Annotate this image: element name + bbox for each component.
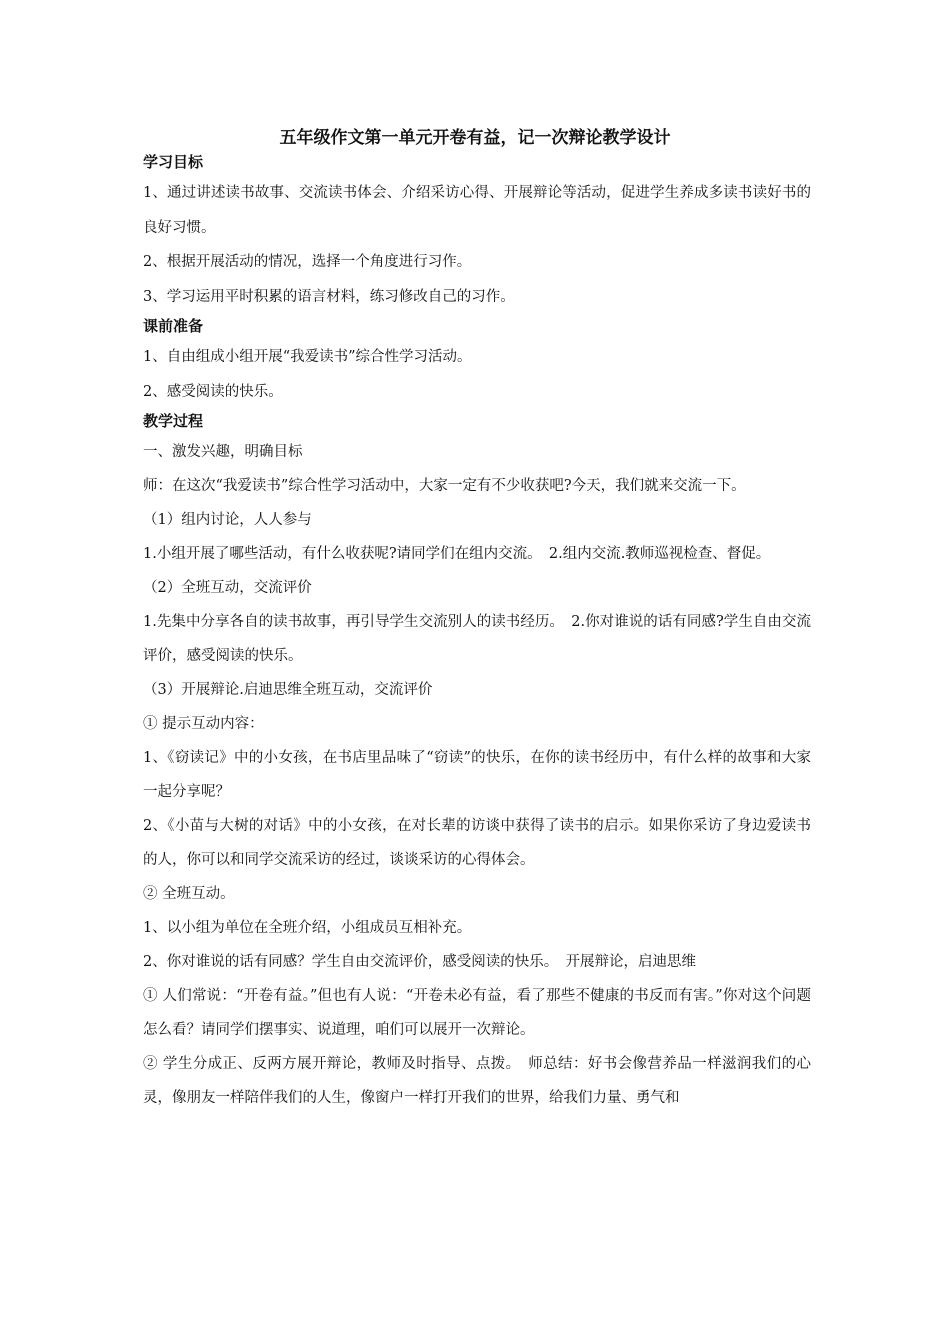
- section-preparation: [143, 314, 811, 409]
- paragraph: 2、感受阅读的快乐。: [143, 383, 283, 400]
- paragraph: 1、《窃读记》中的小女孩，在书店里品味了“窃读”的快乐，在你的读书经历中，有什么样的故事和大家一起分享呢？: [143, 750, 811, 800]
- document-title: 五年级作文第一单元开卷有益，记一次辩论教学设计: [279, 128, 671, 148]
- section-objectives: [143, 150, 811, 314]
- paragraph: ② 全班互动。: [143, 886, 235, 902]
- section-heading-process: 教学过程: [143, 412, 204, 430]
- paragraph: （1）组内讨论，人人参与: [143, 512, 312, 528]
- paragraph: 1、自由组成小组开展“我爱读书”综合性学习活动。: [143, 349, 472, 365]
- section-process: [143, 409, 811, 1115]
- paragraph: ② 学生分成正、反两方展开辩论，教师及时指导、点拨。 师总结：好书会像营养品一样滋润我们的心灵，像朋友一样陪伴我们的人生，像窗户一样打开我们的世界，给我们力量、勇气和: [143, 1056, 811, 1106]
- paragraph: 1.小组开展了哪些活动，有什么收获呢?请同学们在组内交流。 2.组内交流.教师巡视检查、督促。: [143, 546, 771, 562]
- paragraph: 1、以小组为单位在全班介绍，小组成员互相补充。: [143, 920, 472, 936]
- paragraph: 1、通过讲述读书故事、交流读书体会、介绍采访心得、开展辩论等活动，促进学生养成多读书读好书的良好习惯。: [143, 185, 811, 236]
- paragraph: 师：在这次“我爱读书”综合性学习活动中，大家一定有不少收获吧?今天，我们就来交流一下。: [143, 478, 746, 494]
- paragraph: 2、根据开展活动的情况，选择一个角度进行习作。: [143, 254, 472, 270]
- section-heading-objectives: 学习目标: [143, 153, 204, 171]
- paragraph: 2、《小苗与大树的对话》中的小女孩，在对长辈的访谈中获得了读书的启示。如果你采访了身边爱读书的人，你可以和同学交流采访的经过，谈谈采访的心得体会。: [143, 818, 811, 868]
- paragraph: 1.先集中分享各自的读书故事，再引导学生交流别人的读书经历。 2.你对谁说的话有同感?学生自由交流评价，感受阅读的快乐。: [143, 614, 811, 664]
- paragraph: ① 人们常说：“开卷有益。”但也有人说：“开卷未必有益，看了那些不健康的书反而有害。”你对这个问题怎么看？请同学们摆事实、说道理，咱们可以展开一次辩论。: [143, 988, 811, 1038]
- paragraph: 一、激发兴趣，明确目标: [143, 444, 303, 460]
- document-body: [143, 150, 811, 1115]
- section-heading-preparation: 课前准备: [143, 317, 204, 335]
- paragraph: （3）开展辩论.启迪思维全班互动，交流评价: [143, 682, 433, 698]
- paragraph: （2）全班互动，交流评价: [143, 580, 312, 596]
- paragraph: 2、你对谁说的话有同感？学生自由交流评价，感受阅读的快乐。 开展辩论，启迪思维: [143, 954, 696, 970]
- paragraph: ① 提示互动内容：: [143, 716, 264, 732]
- paragraph: 3、学习运用平时积累的语言材料，练习修改自己的习作。: [143, 288, 515, 305]
